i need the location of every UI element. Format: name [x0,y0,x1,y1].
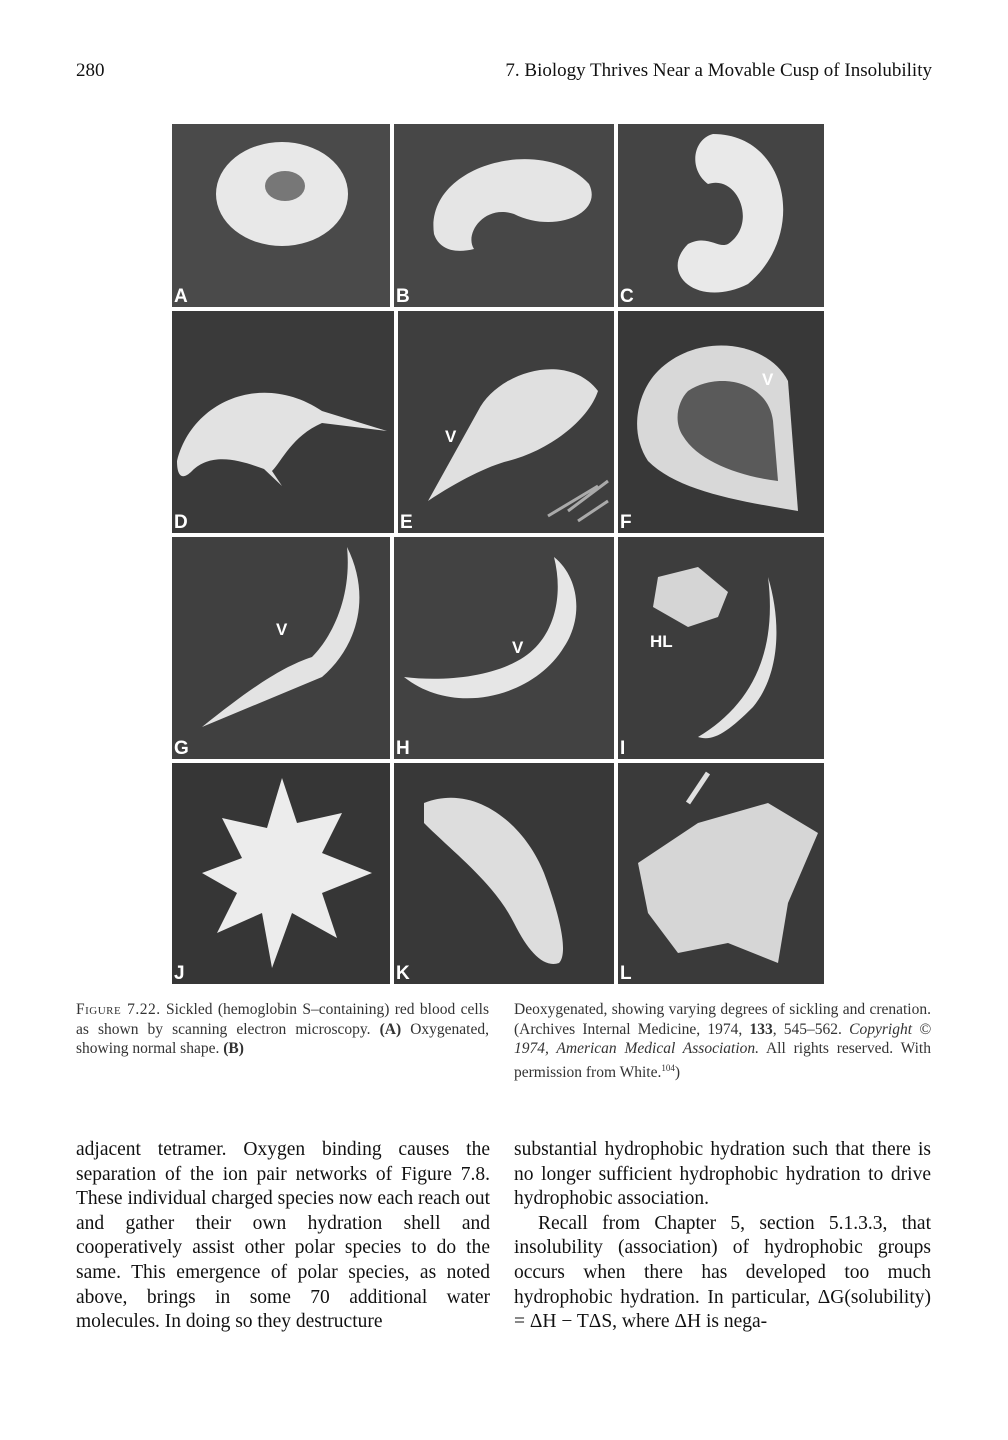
panel-c [618,124,824,307]
caption-volume: 133 [749,1020,773,1038]
red-cell-image [394,124,614,307]
panel-label: G [174,738,189,759]
red-cell-image [394,537,614,759]
caption-figure-label: Figure 7.22. [76,1001,161,1018]
arrow-label: V [512,638,524,657]
body-paragraph: Recall from Chapter 5, section 5.1.3.3, that insolubility (association) of hydrophobic groups occurs when there has developed too much hydrophobic hydration. In particular, ΔG(solubility) = ΔH − TΔS, where ΔH is nega- [514,1212,931,1333]
arrow-label: HL [650,632,673,651]
caption-copyright: Copyright © 1974, American Medical Association. [514,1020,932,1057]
body-paragraph: adjacent tetramer. Oxygen binding causes the separation of the ion pair networks of Figure 7.8. These individual charged species now each reach out and gather their own hydration shell and cooperatively assist other polar species to do the same. This emergence of polar species, as noted above, brings in some 70 additional water molecules. In doing so they destructure [76,1139,490,1333]
arrow-label: V [276,620,288,639]
figure-caption-right [514,1000,931,1082]
red-cell-image [618,763,824,984]
red-cell-image [398,311,614,533]
caption-rights: All rights reserved. With permission from White. [514,1040,931,1081]
caption-reference: 104 [661,1062,675,1073]
caption-b-label: (B) [223,1040,244,1057]
panel-label: H [396,738,410,759]
panel-h [394,537,614,759]
panel-d [172,311,394,533]
panel-label: B [396,286,410,307]
panel-label: C [620,286,634,307]
panel-label: A [174,286,188,307]
red-cell-image [618,311,824,533]
panel-label: K [396,963,410,984]
panel-g [172,537,390,759]
caption-close: ) [674,1063,681,1081]
panel-label: L [620,963,632,984]
red-cell-image [172,311,394,533]
caption-b-text: Deoxygenated, showing varying degrees of sickling and crenation. (Archives Internal Medicine, 1974, [514,1001,931,1038]
panel-b [394,124,614,307]
panel-j [172,763,390,984]
caption-a-text: Oxygenated, showing normal shape. [76,1020,489,1057]
panel-i [618,537,824,759]
panel-k [394,763,614,984]
running-title: 7. Biology Thrives Near a Movable Cusp of Insolubility [505,60,932,81]
panel-label: F [620,512,632,533]
body-column-left [76,1138,490,1335]
panel-f [618,311,824,533]
body-paragraph: substantial hydrophobic hydration such that there is no longer sufficient hydrophobic hydration to drive hydrophobic association. [514,1139,931,1210]
page-number: 280 [76,60,105,81]
body-column-right [514,1138,931,1335]
caption-a-label: (A) [379,1020,402,1038]
panel-label: E [400,512,413,533]
panel-label: J [174,963,185,984]
red-cell-image [618,124,824,307]
red-cell-image [172,537,390,759]
arrow-label: V [762,370,774,389]
panel-e [398,311,614,533]
figure-caption-left [76,1000,489,1059]
panel-a [172,124,390,307]
panel-label: I [620,738,626,759]
panel-l [618,763,824,984]
caption-pages: , 545–562. [772,1020,850,1038]
caption-text: Sickled (hemoglobin S–containing) red blood cells as shown by scanning electron microscopy. [76,1001,489,1038]
red-cell-image [172,124,390,307]
red-cell-image [394,763,614,984]
red-cell-image [618,537,824,759]
red-cell-image [172,763,390,984]
figure-7-22 [172,124,824,984]
panel-label: D [174,512,188,533]
arrow-label: V [445,427,457,446]
